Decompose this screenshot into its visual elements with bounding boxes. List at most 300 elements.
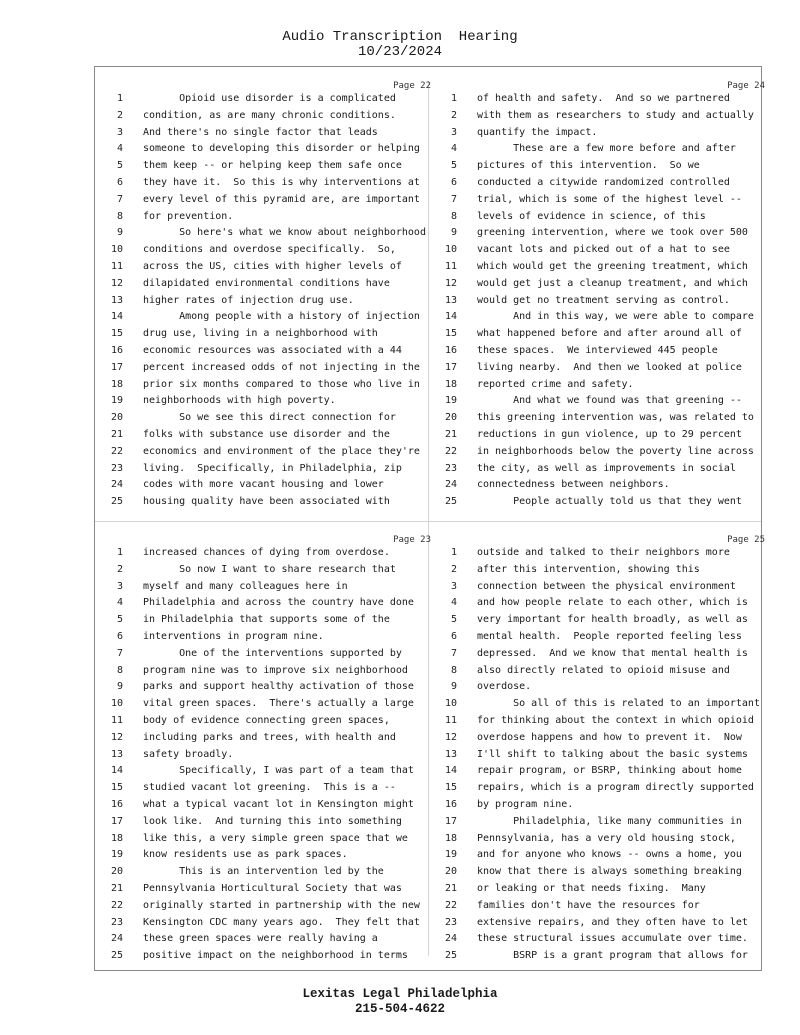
line-text: reductions in gun violence, up to 29 percent xyxy=(477,429,742,440)
transcript-line xyxy=(437,948,797,965)
line-text: And in this way, we were able to compare xyxy=(477,311,754,323)
line-text: codes with more vacant housing and lower xyxy=(143,479,384,491)
line-text: with them as researchers to study and actually xyxy=(477,109,754,121)
line-number: 10 xyxy=(444,244,457,256)
line-number: 8 xyxy=(116,210,123,222)
transcript-line xyxy=(103,814,463,831)
line-text: also directly related to opioid misuse and xyxy=(477,664,730,676)
transcript-line xyxy=(103,309,463,326)
line-text: prior six months compared to those who live in xyxy=(143,378,420,390)
line-text: in neighborhoods below the poverty line across xyxy=(477,445,754,457)
line-text: across the US, cities with higher levels of xyxy=(143,261,402,272)
line-number: 1 xyxy=(450,93,457,104)
line-number: 19 xyxy=(110,849,123,861)
line-number: 19 xyxy=(444,849,457,861)
line-number: 21 xyxy=(444,429,457,440)
line-number: 12 xyxy=(110,277,123,289)
transcript-line xyxy=(437,444,797,461)
line-number: 9 xyxy=(116,681,123,693)
line-number: 7 xyxy=(450,193,457,205)
line-text: trial, which is some of the highest level -- xyxy=(477,193,742,205)
transcript-line xyxy=(437,309,797,326)
line-number: 23 xyxy=(444,916,457,928)
line-text: the city, as well as improvements in social xyxy=(477,462,736,474)
page-number-label: Page 25 xyxy=(727,535,765,545)
transcript-line xyxy=(437,108,797,125)
transcript-line xyxy=(437,225,797,242)
line-number: 4 xyxy=(450,143,457,155)
transcript-line xyxy=(103,864,463,881)
line-text: safety broadly. xyxy=(143,748,234,760)
transcript-line xyxy=(437,393,797,410)
line-number: 25 xyxy=(110,950,123,962)
line-text: connectedness between neighbors. xyxy=(477,479,670,491)
page-number-label: Page 22 xyxy=(393,81,431,91)
line-number: 22 xyxy=(444,445,457,457)
line-number: 3 xyxy=(450,126,457,138)
line-text: drug use, living in a neighborhood with xyxy=(143,328,378,340)
line-number: 13 xyxy=(444,294,457,306)
transcript-line xyxy=(437,898,797,915)
transcript-line xyxy=(103,242,463,259)
transcript-line xyxy=(437,747,797,764)
line-text: these structural issues accumulate over time. xyxy=(477,933,748,945)
line-number: 24 xyxy=(110,933,123,945)
line-text: One of the interventions supported by xyxy=(143,647,402,659)
line-number: 4 xyxy=(116,143,123,155)
line-text: condition, as are many chronic conditions. xyxy=(143,109,396,121)
line-text: connection between the physical environment xyxy=(477,580,736,592)
line-text: vital green spaces. There's actually a large xyxy=(143,698,414,710)
line-number: 14 xyxy=(444,765,457,777)
line-number: 11 xyxy=(444,261,457,272)
line-number: 5 xyxy=(116,160,123,172)
transcript-line xyxy=(437,410,797,427)
transcript-line xyxy=(437,814,797,831)
line-number: 23 xyxy=(110,462,123,474)
line-number: 5 xyxy=(450,614,457,626)
line-number: 16 xyxy=(444,345,457,356)
line-text: neighborhoods with high poverty. xyxy=(143,395,336,407)
line-text: would get just a cleanup treatment, and which xyxy=(477,277,748,289)
transcript-line xyxy=(437,763,797,780)
line-number: 10 xyxy=(110,698,123,710)
transcript-line xyxy=(437,259,797,276)
transcript-line xyxy=(437,242,797,259)
transcript-line xyxy=(437,915,797,932)
line-number: 4 xyxy=(116,597,123,609)
line-text: depressed. And we know that mental health is xyxy=(477,647,748,659)
transcript-line xyxy=(103,831,463,848)
transcript-line xyxy=(103,393,463,410)
transcript-line xyxy=(103,444,463,461)
transcript-line xyxy=(437,545,797,562)
line-text: for prevention. xyxy=(143,210,234,222)
line-number: 11 xyxy=(444,715,457,726)
line-text: originally started in partnership with the new xyxy=(143,899,420,911)
line-text: or leaking or that needs fixing. Many xyxy=(477,883,706,894)
transcript-line xyxy=(437,931,797,948)
transcript-line xyxy=(103,898,463,915)
transcript-line xyxy=(437,477,797,494)
transcript-line xyxy=(437,579,797,596)
transcript-line xyxy=(437,629,797,646)
line-text: housing quality have been associated with xyxy=(143,496,390,508)
transcript-line xyxy=(103,477,463,494)
line-text: overdose happens and how to prevent it. Now xyxy=(477,731,742,743)
line-text: People actually told us that they went xyxy=(477,496,742,508)
line-number: 17 xyxy=(110,815,123,827)
line-text: look like. And turning this into something xyxy=(143,815,402,827)
line-text: parks and support healthy activation of those xyxy=(143,681,414,693)
line-number: 6 xyxy=(450,631,457,642)
transcript-line xyxy=(103,663,463,680)
transcript-line xyxy=(103,612,463,629)
line-text: which would get the greening treatment, which xyxy=(477,261,748,272)
line-number: 9 xyxy=(450,227,457,239)
line-number: 2 xyxy=(116,109,123,121)
transcript-line xyxy=(437,612,797,629)
line-number: 17 xyxy=(444,815,457,827)
line-text: Pennsylvania, has a very old housing stock, xyxy=(477,832,736,844)
transcript-line xyxy=(103,326,463,343)
line-text: So here's what we know about neighborhood xyxy=(143,227,426,239)
transcript-line xyxy=(437,494,797,511)
line-number: 13 xyxy=(110,748,123,760)
line-number: 20 xyxy=(444,412,457,424)
transcript-line xyxy=(437,125,797,142)
transcript-line xyxy=(103,579,463,596)
transcript-line xyxy=(437,141,797,158)
line-number: 24 xyxy=(444,933,457,945)
transcript-line xyxy=(437,427,797,444)
transcript-line xyxy=(103,209,463,226)
line-text: interventions in program nine. xyxy=(143,631,324,642)
line-text: would get no treatment serving as control. xyxy=(477,294,730,306)
line-number: 20 xyxy=(110,866,123,878)
line-number: 21 xyxy=(110,883,123,894)
line-text: Kensington CDC many years ago. They felt that xyxy=(143,916,420,928)
line-number: 18 xyxy=(110,832,123,844)
transcript-line xyxy=(103,713,463,730)
transcript-line xyxy=(103,915,463,932)
header-title: Audio Transcription Hearing xyxy=(282,29,518,45)
row-divider xyxy=(95,521,761,522)
line-number: 10 xyxy=(444,698,457,710)
transcript-line xyxy=(437,730,797,747)
line-number: 19 xyxy=(110,395,123,407)
line-number: 18 xyxy=(444,378,457,390)
line-text: mental health. People reported feeling less xyxy=(477,631,742,642)
transcript-line xyxy=(437,864,797,881)
line-number: 2 xyxy=(450,109,457,121)
transcript-line xyxy=(103,562,463,579)
line-text: BSRP is a grant program that allows for xyxy=(477,950,748,962)
line-text: what happened before and after around all of xyxy=(477,328,742,340)
transcript-line xyxy=(103,948,463,965)
line-number: 13 xyxy=(444,748,457,760)
line-number: 9 xyxy=(116,227,123,239)
transcript-line xyxy=(437,713,797,730)
line-text: including parks and trees, with health and xyxy=(143,731,396,743)
line-number: 16 xyxy=(110,799,123,810)
line-text: increased chances of dying from overdose. xyxy=(143,547,390,558)
line-number: 15 xyxy=(110,782,123,794)
line-text: pictures of this intervention. So we xyxy=(477,160,700,172)
line-text: know residents use as park spaces. xyxy=(143,849,348,861)
line-number: 9 xyxy=(450,681,457,693)
transcript-line xyxy=(437,91,797,108)
transcript-line xyxy=(103,696,463,713)
line-text: folks with substance use disorder and the xyxy=(143,429,390,440)
line-number: 17 xyxy=(444,361,457,373)
line-number: 24 xyxy=(110,479,123,491)
line-text: families don't have the resources for xyxy=(477,899,700,911)
line-text: overdose. xyxy=(477,681,532,693)
transcript-line xyxy=(103,494,463,511)
document-header xyxy=(0,30,800,60)
transcript-line xyxy=(437,562,797,579)
transcript-line xyxy=(437,847,797,864)
line-text: every level of this pyramid are, are important xyxy=(143,193,420,205)
transcript-line xyxy=(103,225,463,242)
line-number: 18 xyxy=(110,378,123,390)
transcript-line xyxy=(103,461,463,478)
line-number: 2 xyxy=(450,563,457,575)
transcript-line xyxy=(103,427,463,444)
line-text: of health and safety. And so we partnered xyxy=(477,93,730,104)
line-number: 23 xyxy=(110,916,123,928)
transcript-line xyxy=(103,629,463,646)
transcript-line xyxy=(103,91,463,108)
transcript-line xyxy=(103,931,463,948)
transcript-line xyxy=(103,360,463,377)
transcript-line xyxy=(103,125,463,142)
line-text: after this intervention, showing this xyxy=(477,563,700,575)
transcript-line xyxy=(103,175,463,192)
line-number: 6 xyxy=(116,631,123,642)
line-number: 23 xyxy=(444,462,457,474)
line-text: vacant lots and picked out of a hat to see xyxy=(477,244,730,256)
line-text: So we see this direct connection for xyxy=(143,412,396,424)
line-text: this greening intervention was, was related to xyxy=(477,412,754,424)
transcript-line xyxy=(103,545,463,562)
transcript-line xyxy=(103,141,463,158)
line-text: in Philadelphia that supports some of the xyxy=(143,614,390,626)
line-text: know that there is always something breaking xyxy=(477,866,742,878)
line-number: 12 xyxy=(110,731,123,743)
line-text: I'll shift to talking about the basic systems xyxy=(477,748,748,760)
footer-phone: 215-504-4622 xyxy=(354,1002,445,1016)
line-number: 19 xyxy=(444,395,457,407)
line-text: repair program, or BSRP, thinking about home xyxy=(477,765,742,777)
transcript-line xyxy=(103,881,463,898)
transcript-line xyxy=(103,410,463,427)
line-text: Philadelphia and across the country have done xyxy=(143,597,414,609)
header-date: 10/23/2024 xyxy=(357,44,442,60)
transcript-line xyxy=(437,276,797,293)
transcript-line xyxy=(103,797,463,814)
transcript-line xyxy=(437,679,797,696)
line-text: Philadelphia, like many communities in xyxy=(477,815,742,827)
line-number: 25 xyxy=(444,496,457,508)
page-number-label: Page 24 xyxy=(727,81,765,91)
line-number: 15 xyxy=(444,328,457,340)
line-text: repairs, which is a program directly supported xyxy=(477,782,754,794)
line-text: studied vacant lot greening. This is a -- xyxy=(143,782,396,794)
transcript-line xyxy=(103,108,463,125)
line-text: So now I want to share research that xyxy=(143,563,396,575)
line-text: These are a few more before and after xyxy=(477,143,736,155)
line-number: 15 xyxy=(444,782,457,794)
transcript-line xyxy=(437,797,797,814)
line-text: higher rates of injection drug use. xyxy=(143,294,354,306)
line-text: them keep -- or helping keep them safe once xyxy=(143,160,402,172)
line-text: Opioid use disorder is a complicated xyxy=(143,93,396,104)
transcript-line xyxy=(437,293,797,310)
transcript-line xyxy=(103,192,463,209)
line-number: 20 xyxy=(444,866,457,878)
transcript-line xyxy=(437,663,797,680)
line-text: percent increased odds of not injecting in the xyxy=(143,361,420,373)
transcript-line xyxy=(437,377,797,394)
line-number: 2 xyxy=(116,563,123,575)
page-number-label: Page 23 xyxy=(393,535,431,545)
line-text: Among people with a history of injection xyxy=(143,311,420,323)
line-text: like this, a very simple green space that we xyxy=(143,832,408,844)
line-number: 21 xyxy=(110,429,123,440)
line-text: living nearby. And then we looked at police xyxy=(477,361,742,373)
transcript-line xyxy=(437,192,797,209)
transcript-line xyxy=(103,158,463,175)
line-text: they have it. So this is why interventions at xyxy=(143,177,420,188)
line-text: extensive repairs, and they often have to let xyxy=(477,916,748,928)
line-text: conditions and overdose specifically. So, xyxy=(143,244,396,256)
line-number: 3 xyxy=(450,580,457,592)
line-text: these green spaces were really having a xyxy=(143,933,378,945)
line-number: 15 xyxy=(110,328,123,340)
line-number: 12 xyxy=(444,277,457,289)
transcript-line xyxy=(437,881,797,898)
transcript-line xyxy=(437,158,797,175)
transcript-line xyxy=(103,763,463,780)
line-number: 18 xyxy=(444,832,457,844)
line-text: and how people relate to each other, which is xyxy=(477,597,748,609)
line-number: 14 xyxy=(444,311,457,323)
line-text: conducted a citywide randomized controlled xyxy=(477,177,730,188)
transcript-frame xyxy=(94,66,765,971)
line-text: And what we found was that greening -- xyxy=(477,395,742,407)
line-number: 17 xyxy=(110,361,123,373)
line-number: 7 xyxy=(450,647,457,659)
line-number: 25 xyxy=(110,496,123,508)
transcript-line xyxy=(437,780,797,797)
document-footer xyxy=(0,987,800,1017)
line-number: 3 xyxy=(116,580,123,592)
transcript-line xyxy=(437,175,797,192)
transcript-line xyxy=(103,276,463,293)
transcript-line xyxy=(103,646,463,663)
line-number: 8 xyxy=(116,664,123,676)
line-text: what a typical vacant lot in Kensington might xyxy=(143,799,414,810)
line-text: by program nine. xyxy=(477,799,574,810)
line-number: 6 xyxy=(450,177,457,188)
line-number: 1 xyxy=(116,93,123,104)
line-number: 14 xyxy=(110,765,123,777)
line-number: 1 xyxy=(116,547,123,558)
transcript-line xyxy=(103,847,463,864)
line-number: 8 xyxy=(450,664,457,676)
line-number: 12 xyxy=(444,731,457,743)
line-number: 8 xyxy=(450,210,457,222)
transcript-line xyxy=(437,696,797,713)
line-text: for thinking about the context in which opioid xyxy=(477,715,754,726)
transcript-line xyxy=(103,679,463,696)
line-number: 16 xyxy=(110,345,123,356)
line-number: 20 xyxy=(110,412,123,424)
line-text: very important for health broadly, as well as xyxy=(477,614,748,626)
line-number: 22 xyxy=(110,899,123,911)
transcript-line xyxy=(103,377,463,394)
transcript-line xyxy=(103,730,463,747)
line-text: Specifically, I was part of a team that xyxy=(143,765,414,777)
transcript-line xyxy=(437,831,797,848)
transcript-line xyxy=(437,360,797,377)
line-number: 3 xyxy=(116,126,123,138)
transcript-line xyxy=(103,259,463,276)
line-number: 1 xyxy=(450,547,457,558)
line-text: positive impact on the neighborhood in terms xyxy=(143,950,408,962)
line-number: 6 xyxy=(116,177,123,188)
line-text: dilapidated environmental conditions have xyxy=(143,277,390,289)
transcript-line xyxy=(103,343,463,360)
line-text: these spaces. We interviewed 445 people xyxy=(477,345,718,356)
line-number: 16 xyxy=(444,799,457,810)
line-number: 5 xyxy=(116,614,123,626)
line-number: 14 xyxy=(110,311,123,323)
line-text: myself and many colleagues here in xyxy=(143,580,348,592)
transcript-line xyxy=(437,209,797,226)
transcript-line xyxy=(437,326,797,343)
line-number: 5 xyxy=(450,160,457,172)
line-number: 21 xyxy=(444,883,457,894)
transcript-line xyxy=(103,747,463,764)
line-number: 7 xyxy=(116,193,123,205)
transcript-line xyxy=(103,595,463,612)
line-text: body of evidence connecting green spaces, xyxy=(143,715,390,726)
line-number: 24 xyxy=(444,479,457,491)
transcript-line xyxy=(437,646,797,663)
transcript-line xyxy=(437,461,797,478)
line-number: 25 xyxy=(444,950,457,962)
line-text: and for anyone who knows -- owns a home, you xyxy=(477,849,742,861)
line-text: levels of evidence in science, of this xyxy=(477,210,706,222)
line-text: reported crime and safety. xyxy=(477,378,634,390)
line-text: economic resources was associated with a 44 xyxy=(143,345,402,356)
line-text: This is an intervention led by the xyxy=(143,866,384,878)
line-number: 11 xyxy=(110,715,123,726)
line-number: 10 xyxy=(110,244,123,256)
line-number: 11 xyxy=(110,261,123,272)
line-number: 22 xyxy=(110,445,123,457)
line-text: living. Specifically, in Philadelphia, zip xyxy=(143,462,402,474)
line-text: So all of this is related to an important xyxy=(477,698,760,710)
line-number: 13 xyxy=(110,294,123,306)
line-text: someone to developing this disorder or helping xyxy=(143,143,420,155)
transcript-line xyxy=(437,595,797,612)
line-number: 7 xyxy=(116,647,123,659)
line-number: 22 xyxy=(444,899,457,911)
